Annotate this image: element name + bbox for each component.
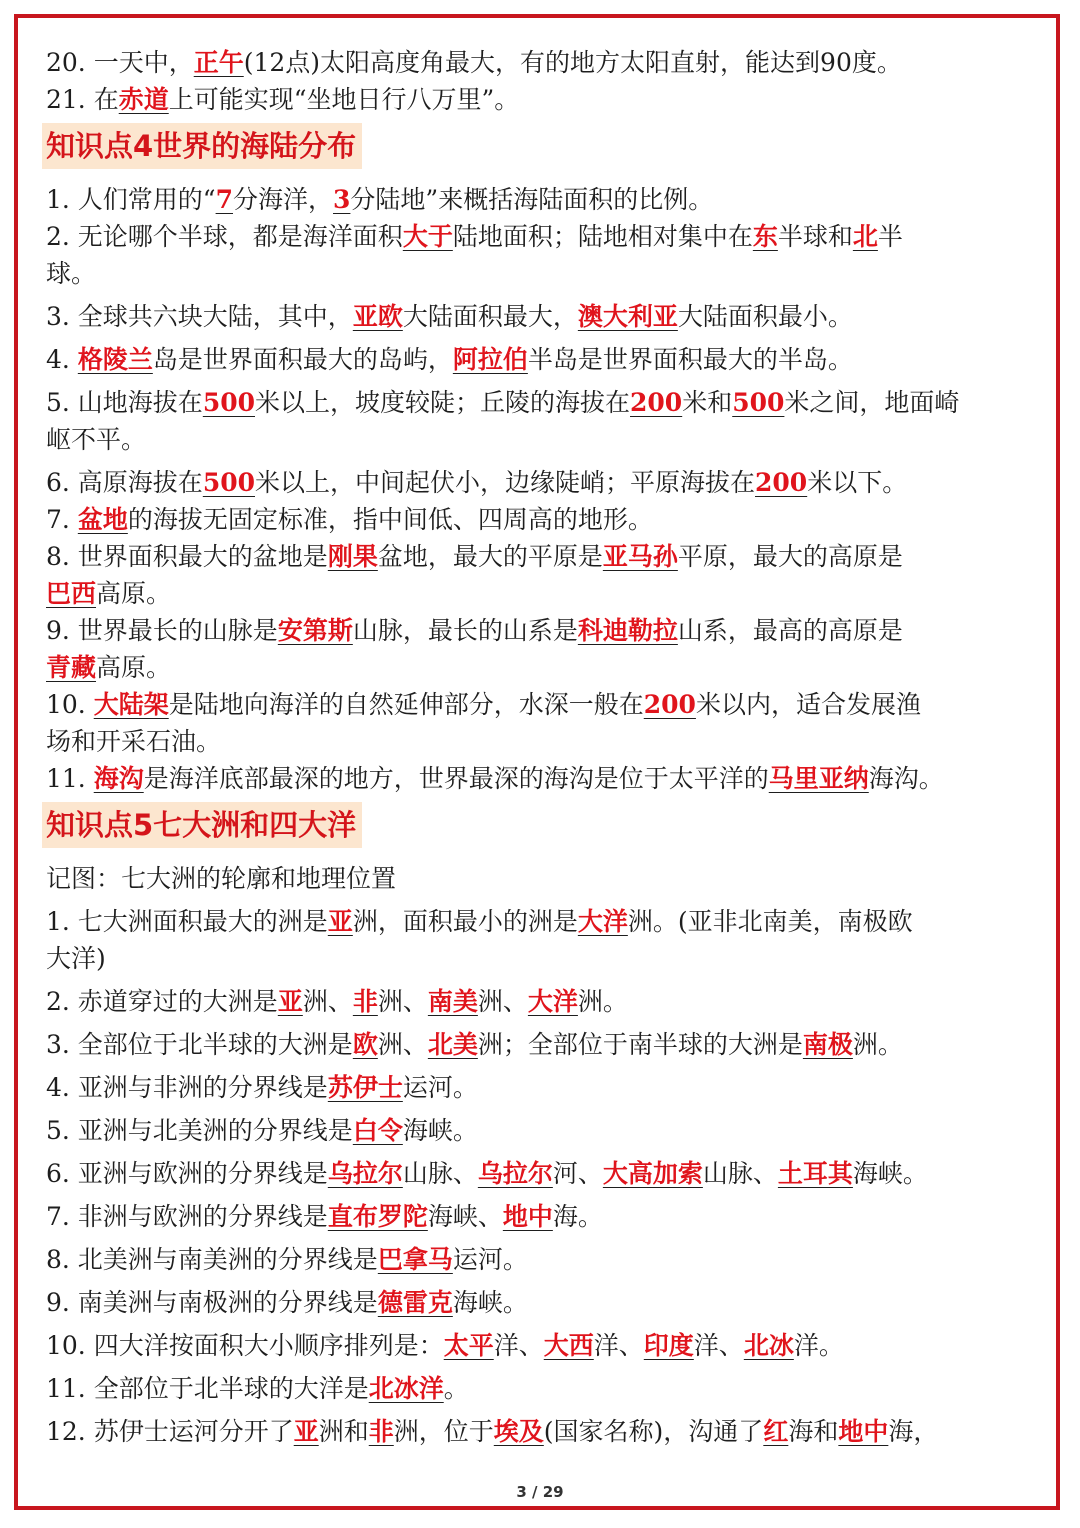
s5-item-3: 3. 全部位于北半球的大洲是欧洲、北美洲；全部位于南半球的大洲是南极洲。 bbox=[46, 1030, 903, 1059]
s4-item-9-cont: 青藏高原。 bbox=[46, 653, 172, 682]
s5-item-8: 8. 北美洲与南美洲的分界线是巴拿马运河。 bbox=[46, 1245, 528, 1274]
s5-item-12: 12. 苏伊士运河分开了亚洲和非洲，位于埃及(国家名称)，沟通了红海和地中海， bbox=[46, 1417, 939, 1446]
s5-item-7: 7. 非洲与欧洲的分界线是直布罗陀海峡、地中海。 bbox=[46, 1202, 603, 1231]
s4-item-7: 7. 盆地的海拔无固定标准，指中间低、四周高的地形。 bbox=[46, 505, 653, 534]
s5-item-10: 10. 四大洋按面积大小顺序排列是：太平洋、大西洋、印度洋、北冰洋。 bbox=[46, 1331, 844, 1360]
s5-item-2: 2. 赤道穿过的大洲是亚洲、非洲、南美洲、大洋洲。 bbox=[46, 987, 628, 1016]
s4-item-10-cont: 场和开采石油。 bbox=[46, 727, 222, 756]
s4-item-8-cont: 巴西高原。 bbox=[46, 579, 172, 608]
s4-item-3: 3. 全球共六块大陆，其中，亚欧大陆面积最大，澳大利亚大陆面积最小。 bbox=[46, 302, 853, 331]
s4-item-6: 6. 高原海拔在500米以上，中间起伏小，边缘陡峭；平原海拔在200米以下。 bbox=[46, 468, 908, 497]
s4-item-5: 5. 山地海拔在500米以上，坡度较陡；丘陵的海拔在200米和500米之间，地面崎 bbox=[46, 388, 960, 417]
s5-item-11: 11. 全部位于北半球的大洋是北冰洋。 bbox=[46, 1374, 469, 1403]
s5-item-9: 9. 南美洲与南极洲的分界线是德雷克海峡。 bbox=[46, 1288, 528, 1317]
s4-item-9: 9. 世界最长的山脉是安第斯山脉，最长的山系是科迪勒拉山系，最高的高原是 bbox=[46, 616, 903, 645]
s4-item-8: 8. 世界面积最大的盆地是刚果盆地，最大的平原是亚马孙平原，最大的高原是 bbox=[46, 542, 903, 571]
s4-item-10: 10. 大陆架是陆地向海洋的自然延伸部分，水深一般在200米以内，适合发展渔 bbox=[46, 690, 921, 719]
s5-item-1: 1. 七大洲面积最大的洲是亚洲，面积最小的洲是大洋洲。(亚非北南美，南极欧 bbox=[46, 907, 913, 936]
s4-item-2-cont: 球。 bbox=[46, 259, 97, 288]
section-heading-4: 知识点4世界的海陆分布 bbox=[42, 123, 362, 169]
s4-item-4: 4. 格陵兰岛是世界面积最大的岛屿，阿拉伯半岛是世界面积最大的半岛。 bbox=[46, 345, 853, 374]
item-20: 20. 一天中，正午(12点)太阳高度角最大，有的地方太阳直射，能达到90度。 bbox=[46, 48, 902, 77]
s5-item-5: 5. 亚洲与北美洲的分界线是白令海峡。 bbox=[46, 1116, 478, 1145]
item-21: 21. 在赤道上可能实现“坐地日行八万里”。 bbox=[46, 85, 520, 114]
s4-item-5-cont: 岖不平。 bbox=[46, 425, 147, 454]
page-content bbox=[46, 44, 1046, 1450]
s4-item-2: 2. 无论哪个半球，都是海洋面积大于陆地面积；陆地相对集中在东半球和北半 bbox=[46, 222, 903, 251]
s5-intro: 记图：七大洲的轮廓和地理位置 bbox=[46, 864, 397, 893]
section-heading-5: 知识点5七大洲和四大洋 bbox=[42, 802, 362, 848]
s4-item-11: 11. 海沟是海洋底部最深的地方，世界最深的海沟是位于太平洋的马里亚纳海沟。 bbox=[46, 764, 944, 793]
s4-item-1: 1. 人们常用的“7分海洋，3分陆地”来概括海陆面积的比例。 bbox=[46, 185, 714, 214]
s5-item-4: 4. 亚洲与非洲的分界线是苏伊士运河。 bbox=[46, 1073, 478, 1102]
page-number: 3 / 29 bbox=[516, 1483, 564, 1501]
s5-item-6: 6. 亚洲与欧洲的分界线是乌拉尔山脉、乌拉尔河、大高加索山脉、土耳其海峡。 bbox=[46, 1159, 928, 1188]
s5-item-1-cont: 大洋) bbox=[46, 944, 106, 973]
